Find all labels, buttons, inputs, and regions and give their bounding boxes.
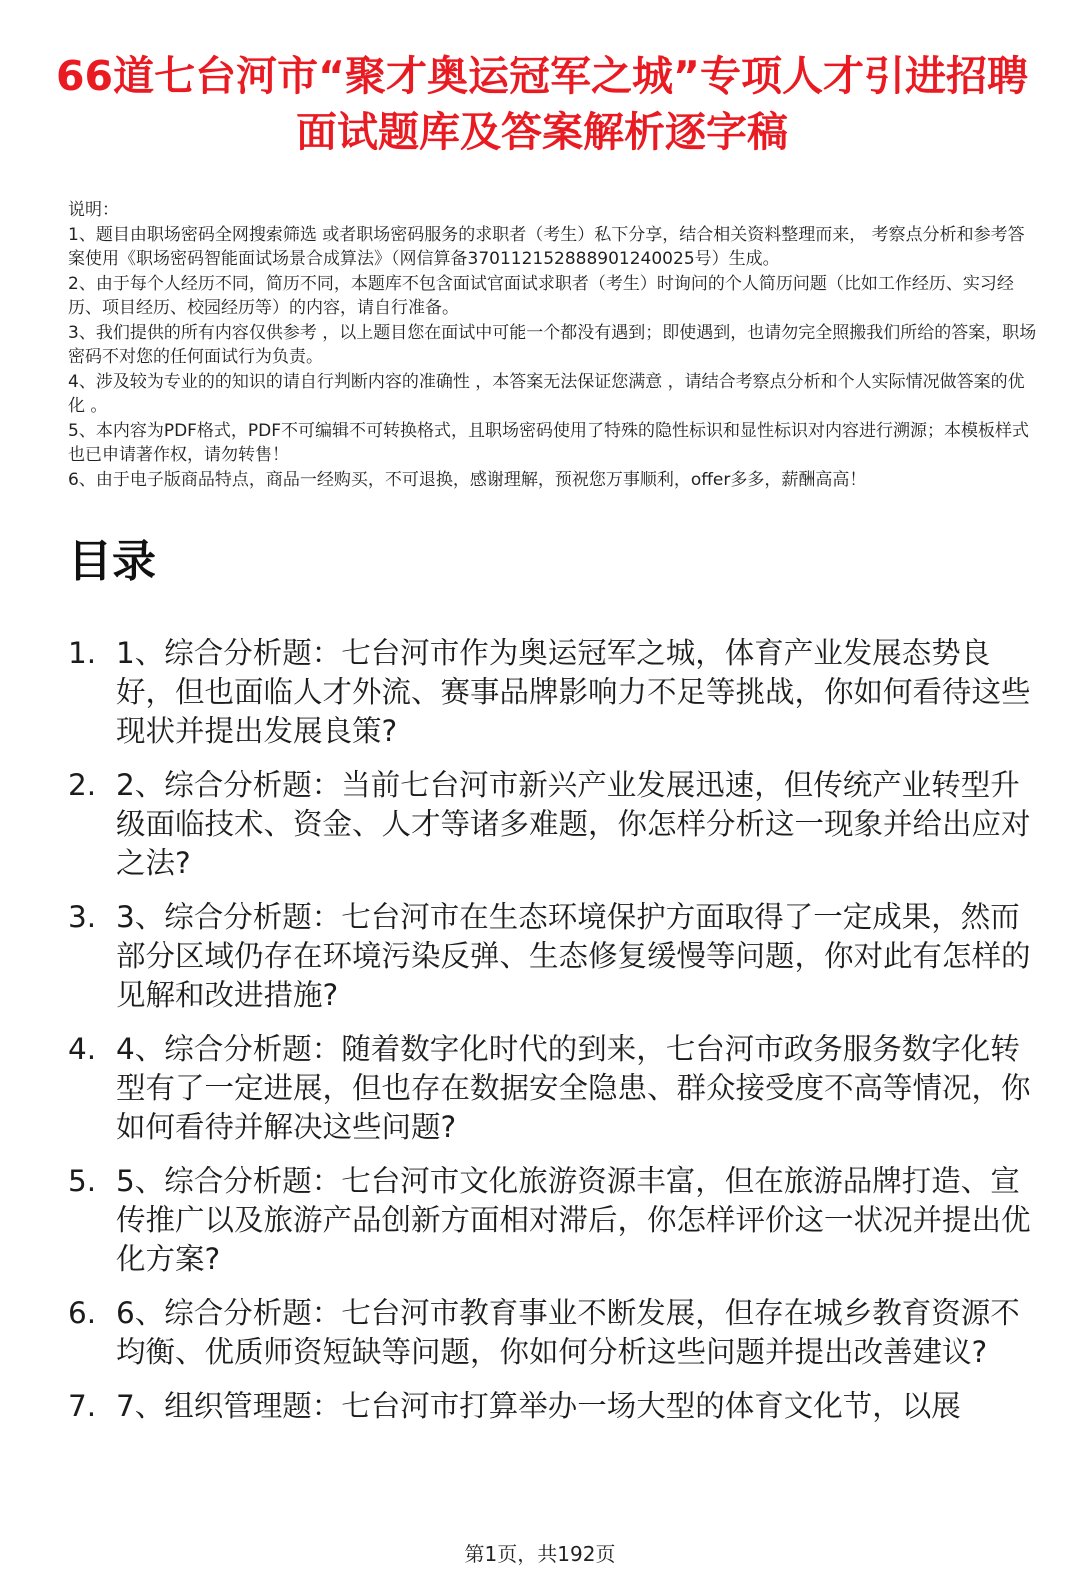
note-item: 5、本内容为PDF格式，PDF不可编辑不可转换格式，且职场密码使用了特殊的隐性标识和显性标识对内容进行溯源；本模板样式也已申请著作权，请勿转售！ <box>68 420 1030 465</box>
toc-item[interactable] <box>68 1387 1040 1426</box>
toc-list <box>68 634 1040 1426</box>
note-item: 4、涉及较为专业的的知识的请自行判断内容的准确性 ，本答案无法保证您满意 ，请结合考察点分析和个人实际情况做答案的优化 。 <box>68 371 1025 416</box>
toc-item[interactable] <box>68 898 1040 1015</box>
toc-item-text: 3、综合分析题：七台河市在生态环境保护方面取得了一定成果，然而部分区域仍存在环境污染反弹、生态修复缓慢等问题，你对此有怎样的见解和改进措施? <box>116 900 1031 1012</box>
toc-item-text: 2、综合分析题：当前七台河市新兴产业发展迅速，但传统产业转型升级面临技术、资金、人才等诸多难题，你怎样分析这一现象并给出应对之法? <box>116 768 1031 880</box>
notes-heading: 说明： <box>68 200 119 220</box>
toc-item[interactable] <box>68 634 1040 751</box>
document-title: 66道七台河市“聚才奥运冠军之城”专项人才引进招聘面试题库及答案解析逐字稿 <box>56 52 1028 156</box>
note-item: 3、我们提供的所有内容仅供参考 ，以上题目您在面试中可能一个都没有遇到；即使遇到，也请勿完全照搬我们所给的答案，职场密码不对您的任何面试行为负责。 <box>68 322 1037 367</box>
toc-item-number: 1. <box>68 636 97 670</box>
toc-item-text: 1、综合分析题：七台河市作为奥运冠军之城，体育产业发展态势良好，但也面临人才外流、赛事品牌影响力不足等挑战，你如何看待这些现状并提出发展良策? <box>116 636 1031 748</box>
toc-item-text: 4、综合分析题：随着数字化时代的到来，七台河市政务服务数字化转型有了一定进展，但也存在数据安全隐患、群众接受度不高等情况，你如何看待并解决这些问题? <box>116 1032 1031 1144</box>
toc-item[interactable] <box>68 1294 1040 1372</box>
toc-item-number: 7. <box>68 1389 97 1423</box>
toc-item[interactable] <box>68 1162 1040 1279</box>
toc-item-text: 7、组织管理题：七台河市打算举办一场大型的体育文化节，以展 <box>116 1389 961 1423</box>
toc-heading: 目录 <box>68 536 156 587</box>
toc-item-text: 5、综合分析题：七台河市文化旅游资源丰富，但在旅游品牌打造、宣传推广以及旅游产品创新方面相对滞后，你怎样评价这一状况并提出优化方案? <box>116 1164 1031 1276</box>
toc-item-number: 6. <box>68 1296 97 1330</box>
toc-item[interactable] <box>68 1030 1040 1147</box>
note-item: 6、由于电子版商品特点，商品一经购买，不可退换，感谢理解，预祝您万事顺利，offer多多，薪酬高高！ <box>68 469 867 490</box>
toc-item-number: 4. <box>68 1032 97 1066</box>
page-footer: 第1页，共192页 <box>464 1542 616 1566</box>
toc-item-text: 6、综合分析题：七台河市教育事业不断发展，但存在城乡教育资源不均衡、优质师资短缺等问题，你如何分析这些问题并提出改善建议? <box>116 1296 1020 1369</box>
toc-item-number: 5. <box>68 1164 97 1198</box>
note-item: 2、由于每个人经历不同，简历不同，本题库不包含面试官面试求职者（考生）时询问的个人简历问题（比如工作经历、实习经历、项目经历、校园经历等）的内容，请自行准备。 <box>68 273 1014 318</box>
toc-item[interactable] <box>68 766 1040 883</box>
notes-section <box>68 198 1040 492</box>
toc-item-number: 2. <box>68 768 97 802</box>
note-item: 1、题目由职场密码全网搜索筛选 或者职场密码服务的求职者（考生）私下分享，结合相关资料整理而来， 考察点分析和参考答案使用《职场密码智能面试场景合成算法》（网信算备370112152888901240025号）生成。 <box>68 224 1025 269</box>
toc-item-number: 3. <box>68 900 97 934</box>
